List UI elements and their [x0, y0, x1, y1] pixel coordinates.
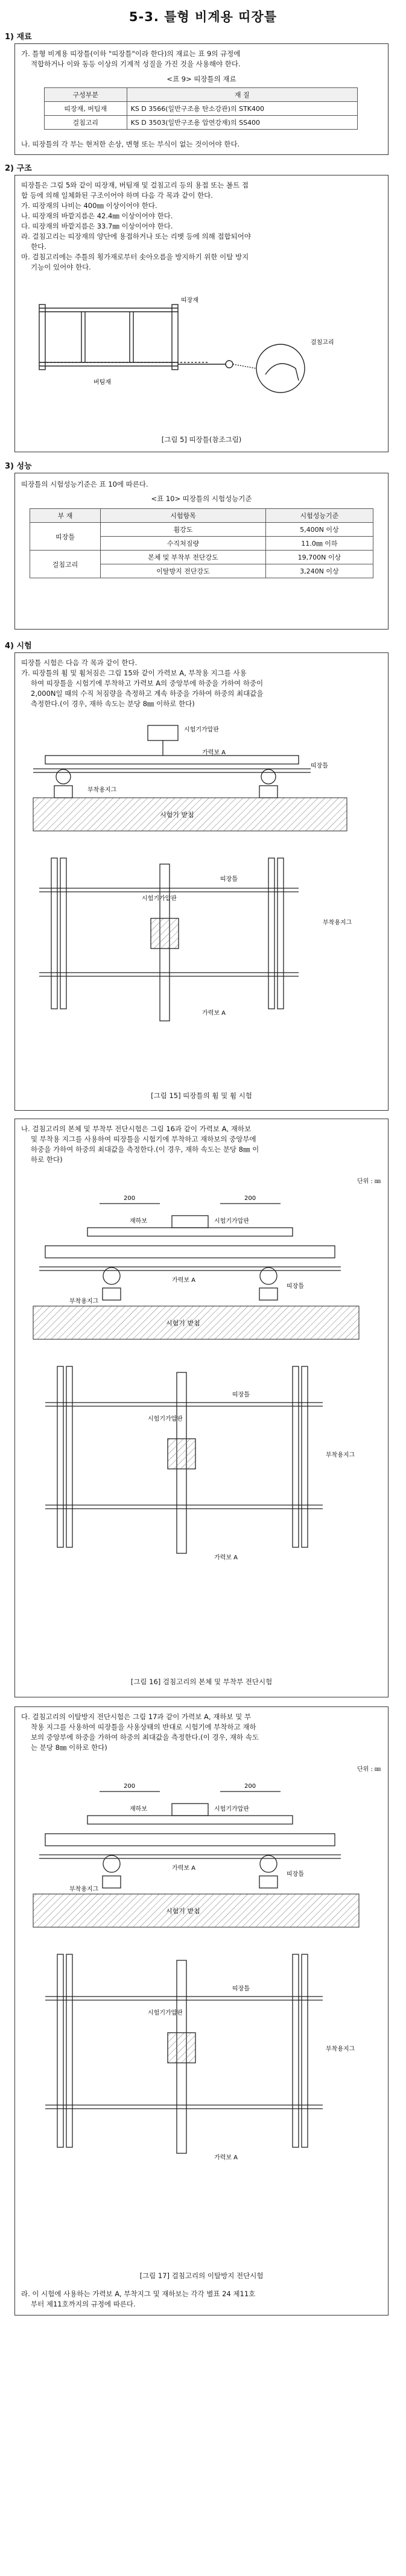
structure-box	[14, 175, 389, 452]
structure-text: 띠장틀은 그림 5와 같이 띠장재, 버팀재 및 걸침고리 등의 용접 또는 볼트 접 합 등에 의해 일체화된 구조이어야 하며 다음 각 목과 같이 한다. 가. 띠장재의 나비는 400㎜ 이상이어야 한다. 나. 띠장재의 바깥지름은 42.4㎜ 이상이어야 한다. 다. 띠장재의 바깥지름은 33.7㎜ 이상이어야 한다. 라. 걸침고리는 띠장재의 양단에 용접하거나 또는 리벳 등에 의해 접합되어야 한다. 마. 걸침고리에는 주틀의 횡가재로부터 솟아오름을 방지하기 위한 이탈 방지 기능이 있어야 한다.	[21, 181, 251, 271]
table10-caption: <표 10> 띠장틀의 시험성능기준	[151, 494, 252, 503]
fig15-plan-jig: 부착용지그	[323, 920, 352, 926]
fig15-plan-plate: 시험기가압판	[142, 895, 177, 902]
test-text-na: 나. 걸침고리의 본체 및 부착부 전단시험은 그림 16과 같이 가력보 A, 재하보 및 부착용 지그를 사용하여 띠장틀을 시험기에 부착하고 재하보의 중앙부에 하중을 가하여 하중의 최대값을 측정한다.(이 경우, 재하 속도는 분당 8㎜ 이 하로 한다)	[21, 1125, 259, 1164]
figure17-caption: [그림 17] 걸침고리의 이탈방지 전단시험	[139, 2271, 264, 2280]
fig15-jig: 부착용지그	[87, 787, 117, 794]
fig17-plan-jig: 부착용지그	[326, 2046, 355, 2053]
section-heading-test: 4) 시험	[5, 642, 32, 651]
fig17-jig: 부착용지그	[69, 1886, 99, 1893]
performance-box	[14, 473, 389, 630]
section-heading-performance: 3) 성능	[5, 462, 32, 471]
fig17-dim1: 200	[124, 1783, 136, 1790]
material-clause-na: 나. 띠장틀의 각 부는 현저한 손상, 변형 또는 부식이 없는 것이어야 한다.	[21, 140, 240, 148]
fig17-dim2: 200	[244, 1783, 256, 1790]
fig17-bed: 시험기 받침	[166, 1907, 200, 1915]
fig16-plan-beam: 가력보 A	[214, 1555, 238, 1561]
table-row: 띠장틀 휨강도 5,400N 이상	[30, 523, 373, 537]
fig5-label-brace: 버팀재	[94, 379, 111, 386]
fig15-load-plate: 시험기가압판	[184, 727, 219, 733]
figure15-drawing	[21, 719, 383, 1081]
table-row: 걸침고리 KS D 3503(일반구조용 압연강재)의 SS400	[45, 116, 358, 130]
figure16-drawing	[21, 1192, 383, 1662]
fig17-frame: 띠장틀	[287, 1871, 304, 1878]
page-title: 5-3. 틀형 비계용 띠장틀	[128, 10, 278, 24]
table10: 부 재 시험항목 시험성능기준 띠장틀 휨강도 5,400N 이상 수직처짐량 11.0㎜ 이하 걸침고리 본체 및 부착부 전단강도 19,700N 이상 이탈방지 전단강도 3,240N 이상	[30, 508, 373, 578]
figure5-caption: [그림 5] 띠장틀(참조그림)	[161, 435, 242, 444]
section-heading-structure: 2) 구조	[5, 164, 32, 173]
fig17-load-beam: 재하보	[130, 1806, 147, 1813]
fig17-unit: 단위 : ㎜	[357, 1766, 381, 1773]
material-box	[14, 43, 389, 155]
fig15-plan-frame: 띠장틀	[220, 876, 238, 883]
table-row: 이탈방지 전단강도 3,240N 이상	[30, 564, 373, 578]
figure15-caption: [그림 15] 띠장틀의 휨 및 휨 시험	[151, 1091, 252, 1100]
table-row: 수직처짐량 11.0㎜ 이하	[30, 537, 373, 551]
fig15-beam-a: 가력보 A	[202, 750, 226, 756]
figure17-drawing	[21, 1779, 383, 2274]
fig16-frame: 띠장틀	[287, 1283, 304, 1290]
fig16-unit: 단위 : ㎜	[357, 1178, 381, 1185]
test-box-fig16	[14, 1119, 389, 1697]
fig17-beam-a: 가력보 A	[172, 1865, 195, 1872]
table-row: 띠장재, 버팀재 KS D 3566(일반구조용 탄소강관)의 STK400	[45, 102, 358, 116]
fig16-dim2: 200	[244, 1195, 256, 1202]
fig17-plan-plate: 시험기가압판	[148, 2010, 183, 2016]
fig15-plan-beam: 가력보 A	[202, 1010, 226, 1017]
test-text-ga: 띠장틀 시험은 다음 각 목과 같이 한다. 가. 띠장틀의 휨 및 휨처짐은 그림 15와 같이 가력보 A, 부착용 지그를 사용 하여 띠장틀을 시험기에 부착하고 가력보 A의 중앙부에 하중을 가하여 하중이 2,000N일 때의 수직 처짐량을 측정하고 계속 하중을 가하여 하중의 최대값을 측정한다.(이 경우, 재하 속도는 분당 8㎜ 이하로 한다)	[21, 658, 264, 708]
figure5-drawing	[27, 278, 377, 423]
figure16-caption: [그림 16] 걸침고리의 본체 및 부착부 전단시험	[130, 1678, 273, 1686]
section-heading-material: 1) 재료	[5, 33, 32, 42]
fig16-dim1: 200	[124, 1195, 136, 1202]
material-clause-ga: 가. 틀형 비계용 띠장틀(이하 "띠장틀"이라 한다)의 재료는 표 9의 규정에 적합하거나 이와 동등 이상의 기계적 성질을 가진 것을 사용해야 한다.	[21, 49, 241, 68]
fig5-label-hook: 걸침고리	[311, 339, 334, 346]
fig16-plan-jig: 부착용지그	[326, 1452, 355, 1459]
test-text-ra: 라. 이 시험에 사용하는 가력보 A, 부착지그 및 재하보는 각각 별표 24 제11호 부터 제11호까지의 규정에 따른다.	[21, 2290, 256, 2308]
fig17-plan-beam: 가력보 A	[214, 2155, 238, 2161]
test-box-fig15	[14, 652, 389, 1111]
fig16-bed: 시험기 받침	[166, 1319, 200, 1327]
fig16-jig: 부착용지그	[69, 1298, 99, 1305]
fig16-beam-a: 가력보 A	[172, 1277, 195, 1284]
fig17-load-plate: 시험기가압판	[214, 1806, 249, 1813]
fig17-plan-frame: 띠장틀	[232, 1986, 250, 1992]
test-text-da: 다. 걸침고리의 이탈방지 전단시험은 그림 17과 같이 가력보 A, 재하보 및 부 착용 지그를 사용하여 띠장틀을 사용상태의 반대로 시험기에 부착하고 재하 보의 중앙부에 하중을 가하여 하중의 최대값을 측정한다.(이 경우, 재하 속도 는 분당 8㎜ 이하로 한다)	[21, 1713, 259, 1752]
fig5-label-handrail: 띠장재	[181, 297, 198, 304]
table-row: 걸침고리 본체 및 부착부 전단강도 19,700N 이상	[30, 551, 373, 564]
fig16-load-plate: 시험기가압판	[214, 1218, 249, 1225]
fig16-plan-frame: 띠장틀	[232, 1392, 250, 1398]
test-box-fig17	[14, 1706, 389, 2316]
fig16-load-beam: 재하보	[130, 1218, 147, 1225]
table9: 구성부분 재 질 띠장재, 버팀재 KS D 3566(일반구조용 탄소강관)의 STK400 걸침고리 KS D 3503(일반구조용 압연강재)의 SS400	[44, 87, 358, 130]
fig16-plan-plate: 시험기가압판	[148, 1416, 183, 1422]
fig15-bed: 시험기 받침	[160, 811, 194, 819]
fig15-frame: 띠장틀	[311, 763, 328, 769]
performance-intro: 띠장틀의 시험성능기준은 표 10에 따른다.	[21, 480, 148, 488]
table9-caption: <표 9> 띠장틀의 재료	[167, 75, 236, 83]
